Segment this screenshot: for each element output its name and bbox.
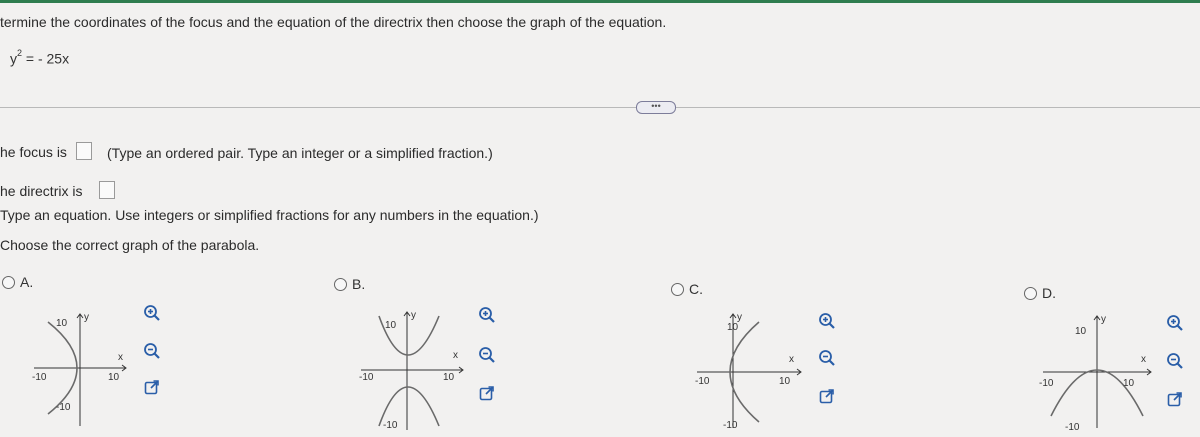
directrix-input[interactable] [99, 181, 115, 199]
graph-d-ymax: 10 [1075, 326, 1087, 337]
graph-a-xlabel: x [118, 352, 123, 363]
graph-d-zoom-out-icon[interactable] [1166, 352, 1184, 370]
graph-d [1037, 304, 1157, 437]
graph-c-xlabel: x [789, 354, 794, 365]
graph-c-xmin: -10 [695, 376, 710, 387]
graph-a-zoom-out-icon[interactable] [143, 342, 161, 360]
graph-c [693, 300, 808, 437]
graph-c-ymin: -10 [723, 420, 738, 431]
graph-c-zoom-in-icon[interactable] [818, 312, 836, 330]
graph-a-expand-icon[interactable] [143, 378, 161, 396]
option-d-label: D. [1042, 285, 1056, 301]
graph-d-xmin: -10 [1039, 378, 1054, 389]
directrix-label: he directrix is [0, 183, 83, 199]
more-button[interactable]: ••• [636, 101, 676, 114]
graph-d-ymin: -10 [1065, 422, 1080, 432]
graph-d-xlabel: x [1141, 354, 1146, 365]
option-d-radio[interactable] [1024, 287, 1037, 300]
graph-d-xmax: 10 [1123, 378, 1135, 389]
graph-c-expand-icon[interactable] [818, 387, 836, 405]
option-b-label: B. [352, 276, 366, 292]
graph-d-ylabel: y [1101, 314, 1106, 325]
focus-label: he focus is [0, 144, 67, 160]
graph-a-axes [34, 314, 126, 426]
equation-rhs: = - 25x [22, 50, 70, 67]
graph-b-ylabel: y [411, 310, 416, 321]
graph-d-zoom-in-icon[interactable] [1166, 314, 1184, 332]
option-a-radio[interactable] [2, 276, 15, 289]
graph-c-ymax: 10 [727, 322, 739, 333]
graph-a-xmin: -10 [32, 372, 47, 383]
graph-c-xmax: 10 [779, 376, 791, 387]
option-a-label: A. [20, 274, 34, 290]
instruction-text: termine the coordinates of the focus and the equation of the directrix then choose the graph of the equation. [0, 14, 667, 30]
focus-input[interactable] [76, 142, 92, 160]
equation [10, 50, 69, 67]
graph-b-axes [361, 312, 463, 430]
directrix-hint: Type an equation. Use integers or simplified fractions for any numbers in the equation.) [0, 207, 539, 223]
graph-c-ylabel: y [737, 312, 742, 323]
option-b-radio[interactable] [334, 278, 347, 291]
graph-a-xmax: 10 [108, 372, 120, 383]
focus-hint: (Type an ordered pair. Type an integer or a simplified fraction.) [107, 145, 493, 161]
graph-b-xmin: -10 [359, 372, 374, 383]
equation-exponent: 2 [17, 48, 23, 58]
graph-b-zoom-in-icon[interactable] [478, 306, 496, 324]
graph-b [355, 298, 475, 437]
graph-a-zoom-in-icon[interactable] [143, 304, 161, 322]
option-c-label: C. [689, 281, 703, 297]
graph-b-zoom-out-icon[interactable] [478, 346, 496, 364]
graph-a [30, 296, 130, 437]
top-accent-bar [0, 0, 1200, 3]
graph-b-xmax: 10 [443, 372, 455, 383]
choose-prompt: Choose the correct graph of the parabola. [0, 237, 260, 253]
graph-b-ymax: 10 [385, 320, 397, 331]
equation-lhs: y [10, 50, 17, 67]
graph-b-ymin: -10 [383, 420, 398, 431]
graph-c-zoom-out-icon[interactable] [818, 349, 836, 367]
section-divider [0, 107, 1200, 108]
graph-a-ymax: 10 [56, 318, 68, 329]
option-c-radio[interactable] [671, 283, 684, 296]
graph-b-expand-icon[interactable] [478, 384, 496, 402]
graph-d-expand-icon[interactable] [1166, 390, 1184, 408]
graph-a-ylabel: y [84, 312, 89, 323]
graph-b-xlabel: x [453, 350, 458, 361]
graph-d-axes [1043, 316, 1151, 428]
graph-a-ymin: -10 [56, 402, 71, 413]
